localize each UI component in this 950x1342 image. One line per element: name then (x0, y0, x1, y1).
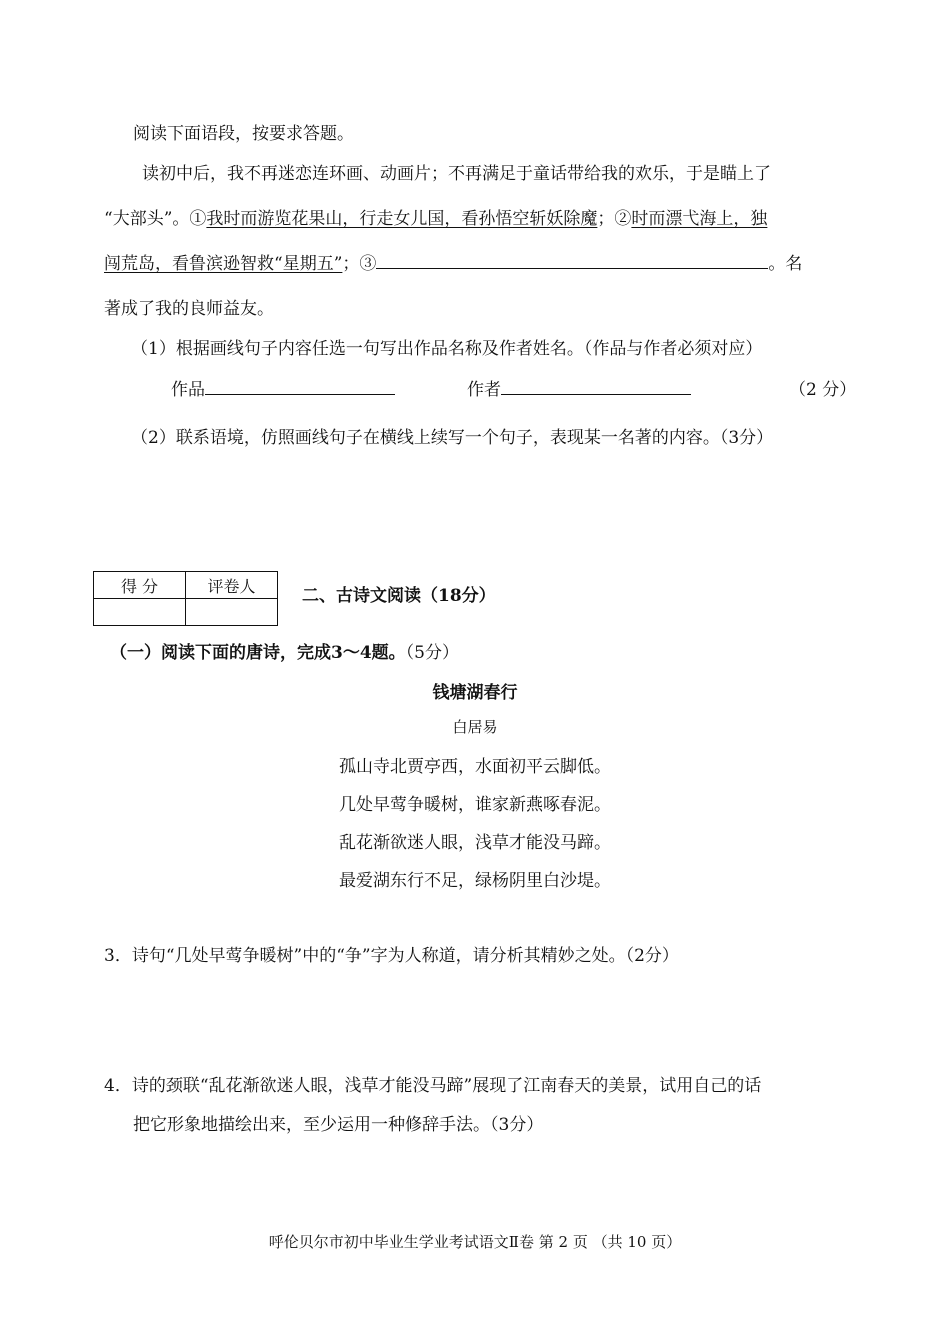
poem-line: 孤山寺北贾亭西，水面初平云脚低。 (339, 757, 611, 777)
poem-line: 几处早莺争暖树，谁家新燕啄春泥。 (339, 795, 611, 815)
question-1: （1）根据画线句子内容任选一句写出作品名称及作者姓名。（作品与作者必须对应） (131, 339, 763, 359)
subsection-1-heading (110, 638, 459, 663)
page-footer: 呼伦贝尔市初中毕业生学业考试语文Ⅱ卷 第 2 页 （共 10 页） (268, 1233, 682, 1251)
subsection-1-score: （5分） (405, 643, 459, 663)
poem-line: 最爱湖东行不足，绿杨阴里白沙堤。 (339, 871, 611, 891)
score-table (93, 571, 278, 626)
question-2: （2）联系语境，仿照画线句子在横线上续写一个句子，表现某一名著的内容。（3分） (131, 428, 774, 448)
passage-text: ；③ (342, 254, 377, 274)
poem-line: 乱花渐欲迷人眼，浅草才能没马蹄。 (339, 833, 611, 853)
author-label: 作者 (467, 380, 501, 400)
section-2-title: 二、古诗文阅读（18分） (302, 586, 496, 606)
poem-author: 白居易 (452, 718, 498, 736)
question-4-line-2: 把它形象地描绘出来，至少运用一种修辞手法。（3分） (133, 1115, 544, 1135)
underlined-sentence-2-cont: 闯荒岛，看鲁滨逊智救“星期五” (104, 254, 343, 274)
passage-line-3 (104, 249, 802, 274)
q1-score: （2 分） (789, 380, 857, 400)
reading-instruction: 阅读下面语段，按要求答题。 (133, 124, 354, 144)
underlined-sentence-1: 我时而游览花果山，行走女儿国，看孙悟空斩妖除魔 (206, 209, 598, 229)
q1-author-row (467, 375, 691, 400)
question-4-line-1: 4．诗的颈联“乱花渐欲迷人眼，浅草才能没马蹄”展现了江南春天的美景，试用自己的话 (104, 1076, 762, 1096)
continuation-blank[interactable] (376, 252, 768, 269)
passage-text: ；② (597, 209, 632, 229)
score-header: 得 分 (94, 572, 186, 599)
work-answer-field[interactable] (205, 378, 395, 395)
grader-cell[interactable] (186, 599, 278, 626)
question-3: 3．诗句“几处早莺争暖树”中的“争”字为人称道，请分析其精妙之处。（2分） (104, 946, 679, 966)
q1-answer-row (171, 375, 395, 400)
passage-text: 。名 (768, 254, 803, 274)
underlined-sentence-2: 时而漂弋海上，独 (631, 209, 768, 229)
passage-text: “大部头”。① (104, 209, 207, 229)
author-answer-field[interactable] (501, 378, 691, 395)
passage-line-4: 著成了我的良师益友。 (104, 299, 274, 319)
grader-header: 评卷人 (186, 572, 278, 599)
subsection-1-text: （一）阅读下面的唐诗，完成3～4题。 (110, 643, 406, 663)
poem-title: 钱塘湖春行 (432, 683, 518, 703)
passage-line-2 (104, 204, 767, 229)
work-label: 作品 (171, 380, 205, 400)
passage-line-1: 读初中后，我不再迷恋连环画、动画片；不再满足于童话带给我的欢乐，于是瞄上了 (142, 164, 771, 184)
score-cell[interactable] (94, 599, 186, 626)
